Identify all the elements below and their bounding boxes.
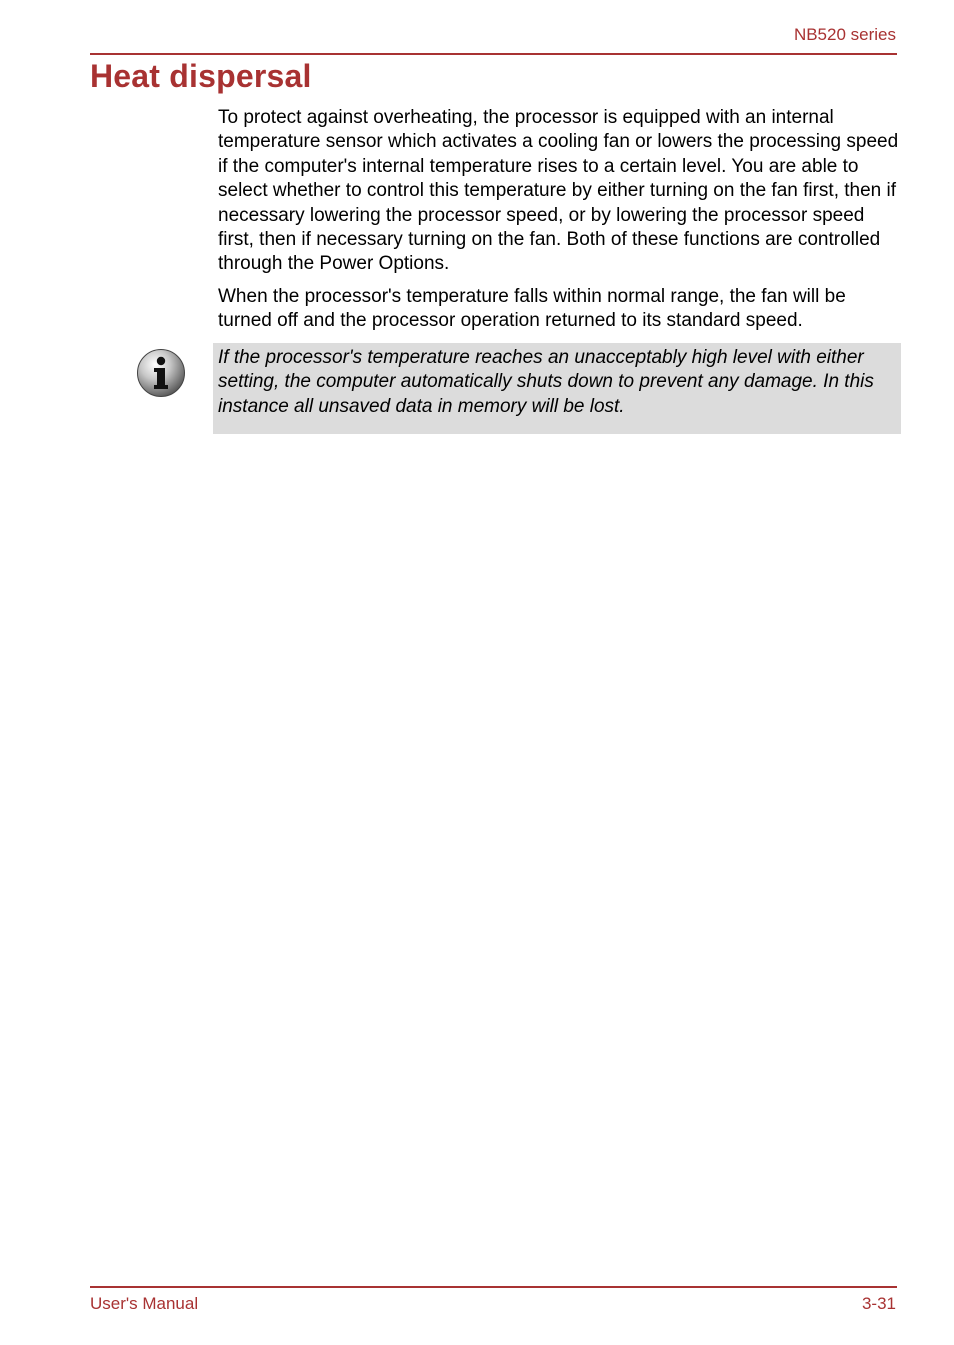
- body-paragraph-1: To protect against overheating, the processor is equipped with an internal temperature sensor which activates a cooling fan or lowers the processing speed if the computer's internal temperature rises to a certain level. You are able to select whether to control this temperature by either turning on the fan first, then if necessary lowering the processor speed, or by lowering the processor speed first, then if necessary turning on the fan. Both of these functions are controlled through the Power Options.: [218, 107, 899, 275]
- info-icon: [136, 348, 186, 398]
- header-series-label: NB520 series: [793, 25, 896, 44]
- note-text: If the processor's temperature reaches an unacceptably high level with either setting, the computer automatically shuts down to prevent any damage. In this instance all unsaved data in memory will be lost.: [218, 347, 874, 417]
- header-rule: [90, 53, 897, 55]
- section-title: Heat dispersal: [90, 58, 312, 94]
- footer-rule: [90, 1286, 897, 1288]
- body-paragraph-2: When the processor's temperature falls within normal range, the fan will be turned off and the processor operation returned to its standard speed.: [218, 286, 846, 332]
- note-box: [213, 343, 901, 434]
- footer-page-number: 3-31: [861, 1294, 896, 1313]
- footer-manual-label: User's Manual: [90, 1294, 199, 1313]
